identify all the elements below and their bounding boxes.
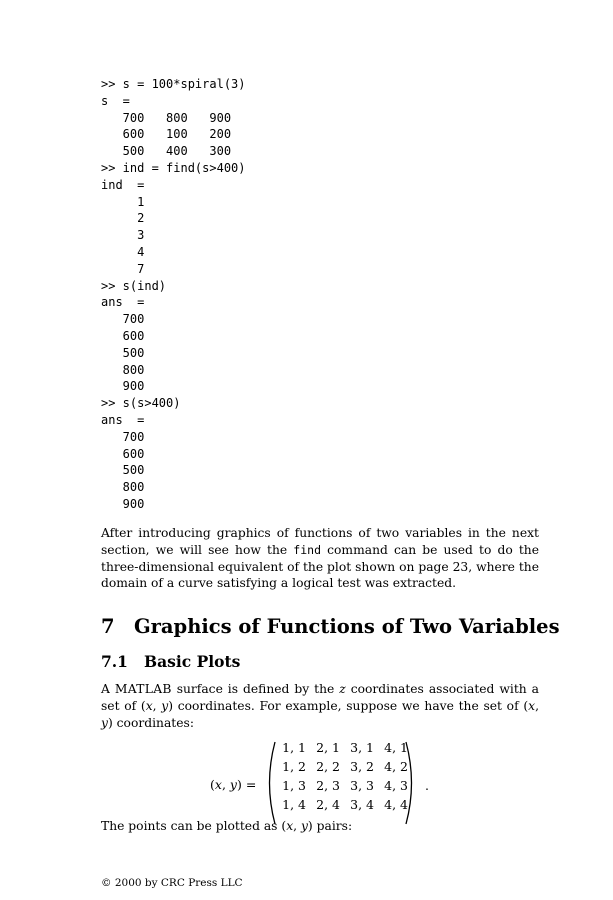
code-line: >> s = 100*spiral(3) [101,77,246,91]
paragraph-text: coordinates associated with a set of ( [101,682,539,713]
intro-paragraph [101,525,539,592]
matrix-cell: 3, 2 [350,759,374,774]
paragraph-text: The points can be plotted as ( [101,819,287,833]
math-symbol: , [221,777,230,792]
code-line: 700 800 900 [101,110,232,125]
code-line: ans = [101,295,145,310]
matrix-cell: 2, 3 [316,778,340,793]
matlab-name: MATLAB [114,682,172,696]
math-variable: x [286,819,294,833]
section-number: 7 [101,615,115,638]
math-variable: x [214,777,222,792]
code-line: s = [101,93,130,108]
code-line: 4 [101,244,145,259]
code-line: 900 [101,496,145,511]
matrix-cell: 2, 2 [316,759,340,774]
inline-code-find: find [293,542,321,557]
paragraph-text: After introducing graphics of functions of two variables in the next section, we will see how the [101,526,539,557]
code-line: 500 [101,345,145,360]
matrix-cell: 2, 1 [316,740,340,755]
equation-period: . [425,778,429,793]
paragraph-text: command can be used to do the three-dimensional equivalent of the plot shown on page 23, where the domain of a curve satisfying a logical test was extracted. [101,542,540,591]
code-line: >> ind = find(s>400) [101,160,246,175]
code-line: 7 [101,261,145,276]
code-line: 800 [101,362,145,377]
code-line: 800 [101,480,145,495]
matrix-cell: 3, 3 [350,778,374,793]
equation-lhs [210,777,256,792]
matlab-code-block [101,76,246,513]
paragraph-text: , [152,698,162,713]
code-line: >> s(s>400) [101,396,181,411]
code-line: 600 [101,328,145,343]
right-parenthesis [404,740,418,826]
paragraph-text: ) coordinates: [107,715,194,730]
matrix-cell: 4, 3 [384,778,408,793]
code-line: 600 [101,446,145,461]
matrix-cell: 4, 4 [384,797,408,812]
math-symbol: ( [210,777,215,792]
surface-paragraph [101,681,539,731]
code-line: 500 [101,463,145,478]
matrix-cell: 1, 2 [282,759,306,774]
math-symbol: ) = [236,777,257,792]
code-line: 700 [101,429,145,444]
section-heading [101,615,560,638]
code-line: >> s(ind) [101,278,167,293]
code-line: 2 [101,211,145,226]
subsection-heading [101,652,240,671]
copyright-footer: © 2000 by CRC Press LLC [101,877,243,889]
paragraph-text: ) pairs: [307,819,353,833]
matrix-cell: 1, 4 [282,797,306,812]
matrix-cell: 3, 4 [350,797,374,812]
math-variable: y [161,698,169,713]
paragraph-text: , [293,819,301,833]
matrix-cell: 4, 1 [384,740,408,755]
math-variable: x [528,698,536,713]
math-variable: y [229,777,237,792]
code-line: 1 [101,194,145,209]
coordinate-matrix-equation [0,740,613,830]
matrix-cell: 1, 3 [282,778,306,793]
math-variable: y [300,819,308,833]
matrix-cell: 3, 1 [350,740,374,755]
paragraph-text: surface is defined by the [171,682,340,696]
paragraph-text: A [101,682,115,696]
matrix-cell: 1, 1 [282,740,306,755]
paragraph-text: , [535,698,539,713]
code-line: ans = [101,412,145,427]
code-line: 600 100 200 [101,127,232,142]
math-variable: y [101,715,108,730]
paragraph-text: ) coordinates. For example, suppose we have the set of ( [168,698,529,713]
section-title: Graphics of Functions of Two Variables [134,615,560,638]
matrix-cell: 2, 4 [316,797,340,812]
code-line: 500 400 300 [101,144,232,159]
code-line: 3 [101,228,145,243]
matrix-cell: 4, 2 [384,759,408,774]
code-line: 900 [101,379,145,394]
math-variable: x [145,698,153,713]
math-variable: z [339,682,346,696]
subsection-title: Basic Plots [144,652,241,671]
code-line: 700 [101,312,145,327]
code-line: ind = [101,177,145,192]
points-paragraph [101,818,539,835]
subsection-number: 7.1 [101,652,128,671]
